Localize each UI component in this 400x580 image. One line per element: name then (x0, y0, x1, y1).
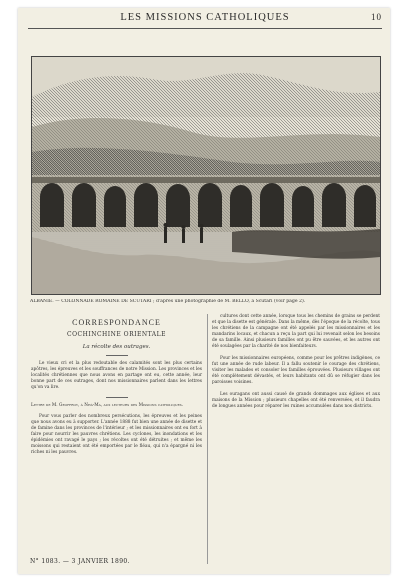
section-heading: CORRESPONDANCE (72, 318, 161, 327)
intro-rule (106, 397, 128, 398)
body-paragraph: cultures dont cette année, lorsque tous les chemins de grains se perdent et que la disette est générale. Dans la même, dès l'époque de la récolte, tous les chrétiens de la campagne ont été appelés par les missionnaires et les mandarins locaux, et chacun a reçu la part qui lui revenait selon les besoins de sa famille. Ainsi plusieurs familles ont pu être sauvées, et les autres ont été soulagées par la charité de nos bienfaiteurs. (212, 314, 380, 349)
page-header (28, 12, 382, 26)
header-rule (28, 28, 382, 29)
issue-footer: N° 1083. — 3 JANVIER 1890. (30, 558, 130, 565)
title-rule (106, 355, 128, 356)
left-column (31, 314, 202, 462)
body-paragraph: Les ouragans ont aussi causé de grands dommages aux églises et aux maisons de la Mission ; plusieurs chapelles ont été renversées, et il faudra de longues années pour réparer les ruines accumulées dans nos districts. (212, 392, 380, 409)
figure-caption: ALBANIE. — COLONNADE ROMAINE DE SCUTARI ; d'après une photographie de M. BELLO, à Scutari (voir page 2). (30, 299, 306, 304)
intro-paragraph: Le vieux cri et la plus redoutable des calamités sont les plus certains apôtres, les épreuves et les souffrances de notre Mission. Les provinces et les localités chrétiennes que nous avons en partage ont eu, cette année, leur bonne part de ces outrages, dont nos missionnaires parlent dans les lettres qu'on va lire. (31, 361, 202, 390)
letter-heading: Lettre de M. Geoffroy, à Nhà-Ma, aux lecteurs des Missions catholiques. (31, 403, 184, 408)
section-subheading: COCHINCHINE ORIENTALE (67, 331, 166, 338)
roman-colonnade-engraving (32, 57, 380, 294)
page-number: 10 (371, 12, 382, 22)
article-title: La récolte des outrages. (82, 344, 151, 350)
column-divider (207, 314, 208, 564)
journal-title: LES MISSIONS CATHOLIQUES (120, 12, 290, 23)
journal-page (18, 8, 390, 574)
body-paragraph: Pour vous parler des nombreux persécutions, les épreuves et les peines que nous avons eu à supporter. L'année 1888 fut bien une année de disette et de famine dans les provinces de l'intérieur ; et les missionnaires ont eu fort à faire pour nourrir les pauvres chrétiens. Les cyclones, les inondations et les épidémies ont ravagé le pays ; les récoltes ont été détruites ; et même les moissons qui restaient ont été emportées par le fléau, qui n'a épargné ni les riches ni les pauvres. (31, 414, 202, 455)
body-paragraph: Pour les missionnaires européens, comme pour les prêtres indigènes, ce fut une année de rude labeur. Il a fallu soutenir le courage des chrétiens, visiter les malades et consoler les familles éprouvées. Plusieurs villages ont été complètement dévastés, et leurs habitants ont dû se réfugier dans les paroisses voisines. (212, 356, 380, 385)
right-column (212, 314, 380, 416)
engraving-illustration (31, 56, 381, 295)
